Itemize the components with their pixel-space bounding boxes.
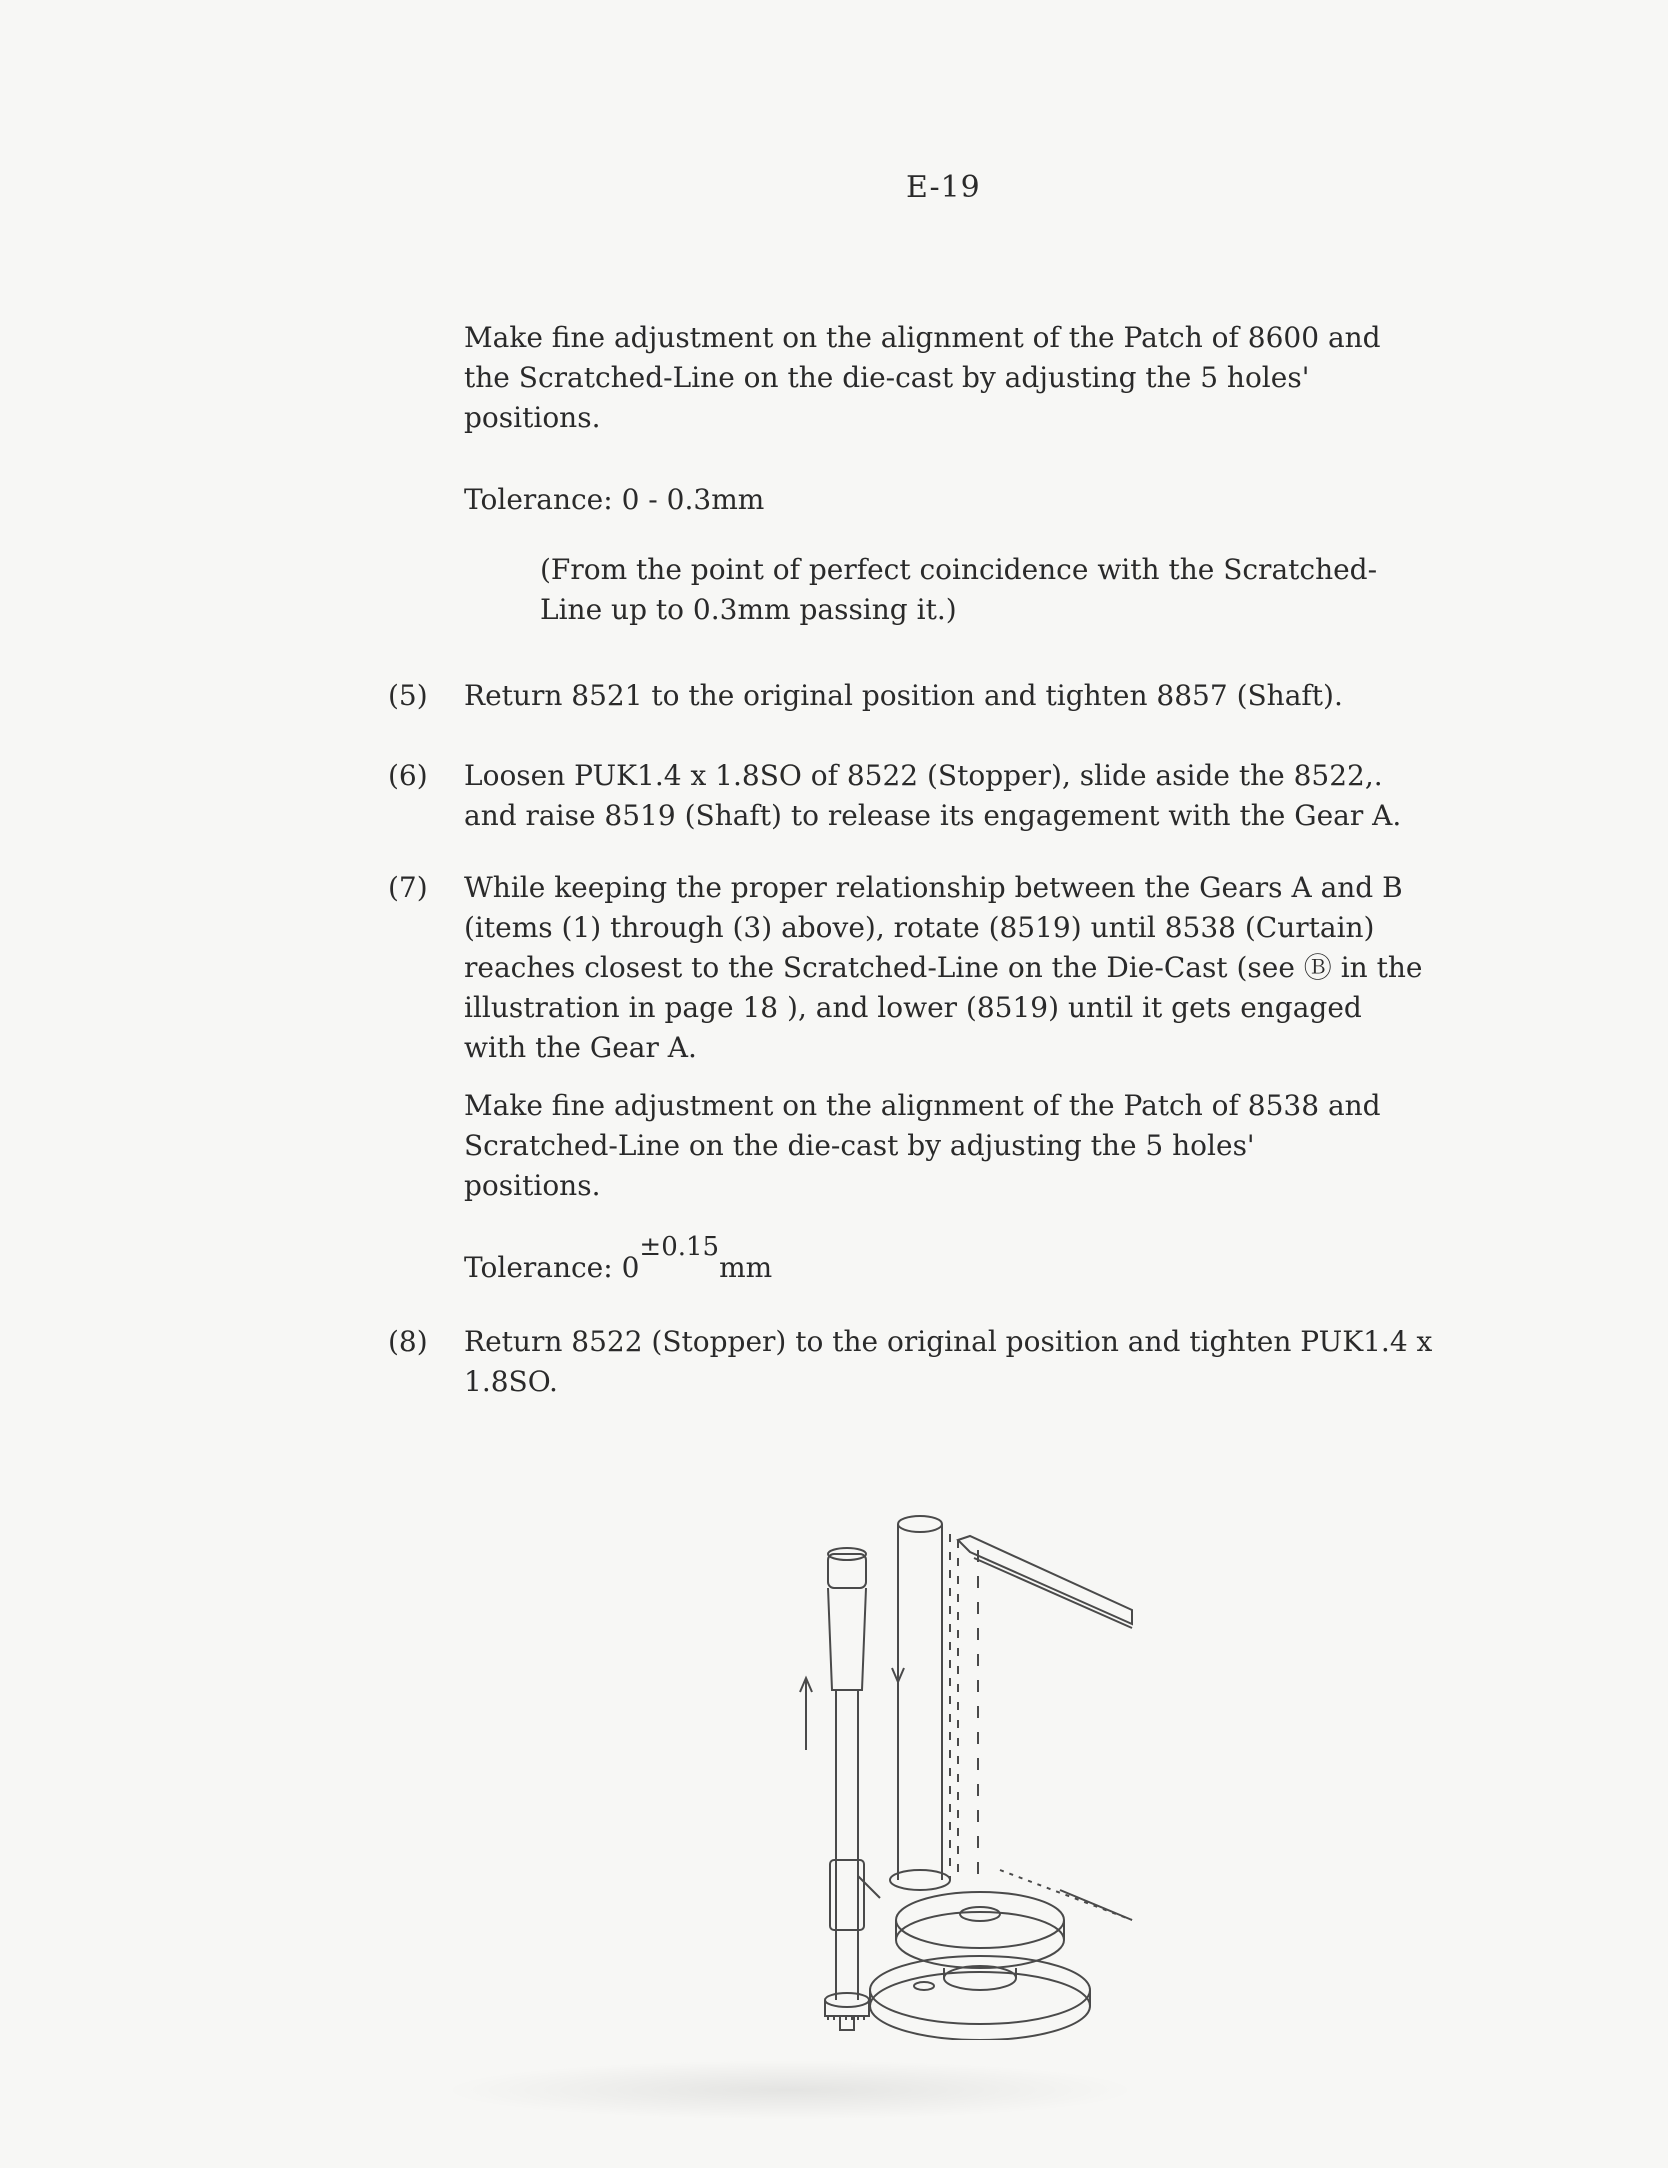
step-line: Make fine adjustment on the alignment of the Patch of 8538 and <box>464 1089 1381 1122</box>
tolerance-label: Tolerance: 0 <box>464 1251 640 1284</box>
curtain-plate-drawing <box>958 1536 1132 1628</box>
step-5-text <box>464 676 1343 716</box>
left-shaft-drawing <box>825 1548 869 2030</box>
step-line: and raise 8519 (Shaft) to release its engagement with the Gear A. <box>464 799 1402 832</box>
step-line: Scratched-Line on the die-cast by adjusting the 5 holes' <box>464 1129 1255 1162</box>
step-7-subparagraph <box>464 1086 1381 1206</box>
step-number: (7) <box>388 871 428 904</box>
center-shaft-drawing <box>890 1516 978 1890</box>
note-line: Line up to 0.3mm passing it.) <box>540 593 957 626</box>
step-line: While keeping the proper relationship between the Gears A and B <box>464 871 1403 904</box>
intro-line: the Scratched-Line on the die-cast by adjusting the 5 holes' <box>464 361 1310 394</box>
step-6-text <box>464 756 1401 836</box>
step-line: 1.8SO. <box>464 1365 558 1398</box>
step-number: (8) <box>388 1325 428 1358</box>
step-7-text <box>464 868 1422 1068</box>
intro-tolerance: Tolerance: 0 - 0.3mm <box>464 483 765 516</box>
page-number: E-19 <box>906 170 981 205</box>
note-line: (From the point of perfect coincidence with the Scratched- <box>540 553 1378 586</box>
up-arrow-icon <box>800 1678 812 1750</box>
step-line: reaches closest to the Scratched-Line on the Die-Cast (see Ⓑ in the <box>464 951 1423 984</box>
step-number: (5) <box>388 679 428 712</box>
step-number: (6) <box>388 759 428 792</box>
step-7-tolerance <box>464 1232 773 1289</box>
intro-note <box>540 550 1377 630</box>
tolerance-superscript: ±0.15 <box>639 1232 720 1262</box>
page-scan-shadow <box>440 2060 1140 2120</box>
step-line: illustration in page 18 ), and lower (8519) until it gets engaged <box>464 991 1362 1024</box>
step-line: with the Gear A. <box>464 1031 697 1064</box>
intro-paragraph <box>464 318 1381 438</box>
intro-line: positions. <box>464 401 601 434</box>
gear-assembly-drawing <box>858 1870 1132 2040</box>
step-line: (items (1) through (3) above), rotate (8519) until 8538 (Curtain) <box>464 911 1375 944</box>
step-8-text <box>464 1322 1432 1402</box>
step-line: positions. <box>464 1169 601 1202</box>
tolerance-unit: mm <box>719 1251 773 1284</box>
step-line: Return 8521 to the original position and tighten 8857 (Shaft). <box>464 679 1343 712</box>
step-line: Return 8522 (Stopper) to the original position and tighten PUK1.4 x <box>464 1325 1433 1358</box>
step-line: Loosen PUK1.4 x 1.8SO of 8522 (Stopper), slide aside the 8522,. <box>464 759 1383 792</box>
intro-line: Make fine adjustment on the alignment of the Patch of 8600 and <box>464 321 1381 354</box>
gear-shaft-illustration <box>760 1500 1180 2040</box>
